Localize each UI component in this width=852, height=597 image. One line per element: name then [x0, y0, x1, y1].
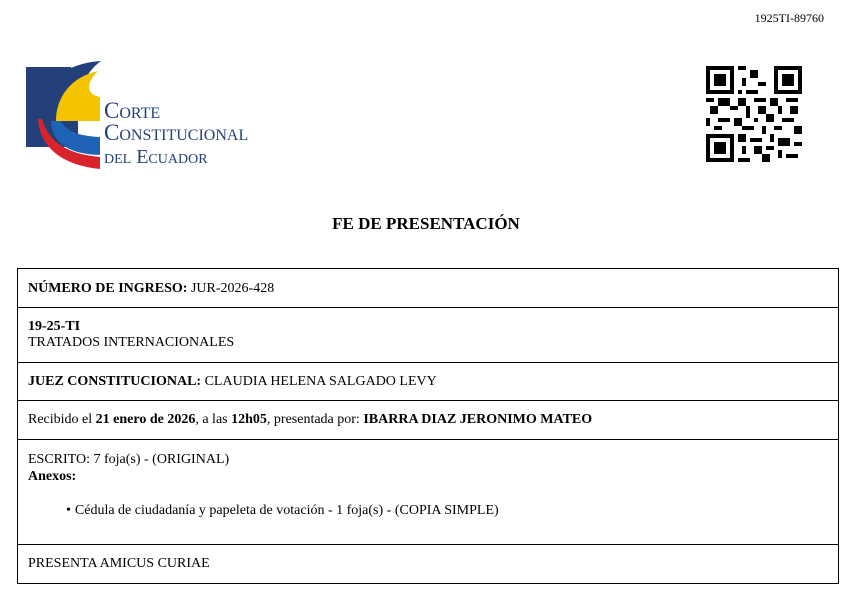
presentation-details-table: [17, 268, 839, 584]
juez-value: CLAUDIA HELENA SALGADO LEVY: [204, 374, 437, 389]
annex-list: [66, 502, 828, 519]
logo-emblem-icon: [26, 59, 106, 174]
juez-row: [18, 363, 838, 401]
ingreso-label: NÚMERO DE INGRESO:: [28, 281, 188, 296]
escrito-row: [18, 440, 838, 545]
ingreso-value: JUR-2026-428: [190, 281, 275, 296]
document-title: FE DE PRESENTACIÓN: [332, 214, 520, 233]
recibido-row: [18, 401, 838, 440]
juez-label: JUEZ CONSTITUCIONAL:: [28, 374, 202, 389]
qr-code-icon: [706, 66, 802, 162]
recibido-prefix: Recibido el: [28, 412, 96, 427]
logo-line-3: del Ecuador: [104, 146, 208, 168]
causa-row: [18, 308, 838, 363]
logo-line-2: Constitucional: [104, 120, 249, 145]
escrito-text: ESCRITO: 7 foja(s) - (ORIGINAL): [28, 452, 230, 467]
recibido-presenter: IBARRA DIAZ JERONIMO MATEO: [363, 412, 593, 427]
recibido-time: 12h05: [231, 412, 267, 427]
ingreso-row: [18, 269, 838, 308]
causa-type: TRATADOS INTERNACIONALES: [28, 335, 235, 350]
recibido-mid2: , presentada por:: [266, 412, 364, 427]
reference-code: 1925TI-89760: [754, 11, 824, 25]
logo-line-1: Corte: [104, 98, 161, 123]
presenta-row: [18, 545, 838, 583]
causa-code: 19-25-TI: [28, 319, 81, 334]
annex-label: Anexos:: [28, 469, 77, 484]
presenta-text: PRESENTA AMICUS CURIAE: [28, 556, 210, 571]
court-logo: [26, 59, 282, 174]
recibido-mid: , a las: [195, 412, 232, 427]
recibido-date: 21 enero de 2026: [95, 412, 196, 427]
annex-item: • Cédula de ciudadanía y papeleta de votación - 1 foja(s) - (COPIA SIMPLE): [66, 502, 828, 519]
